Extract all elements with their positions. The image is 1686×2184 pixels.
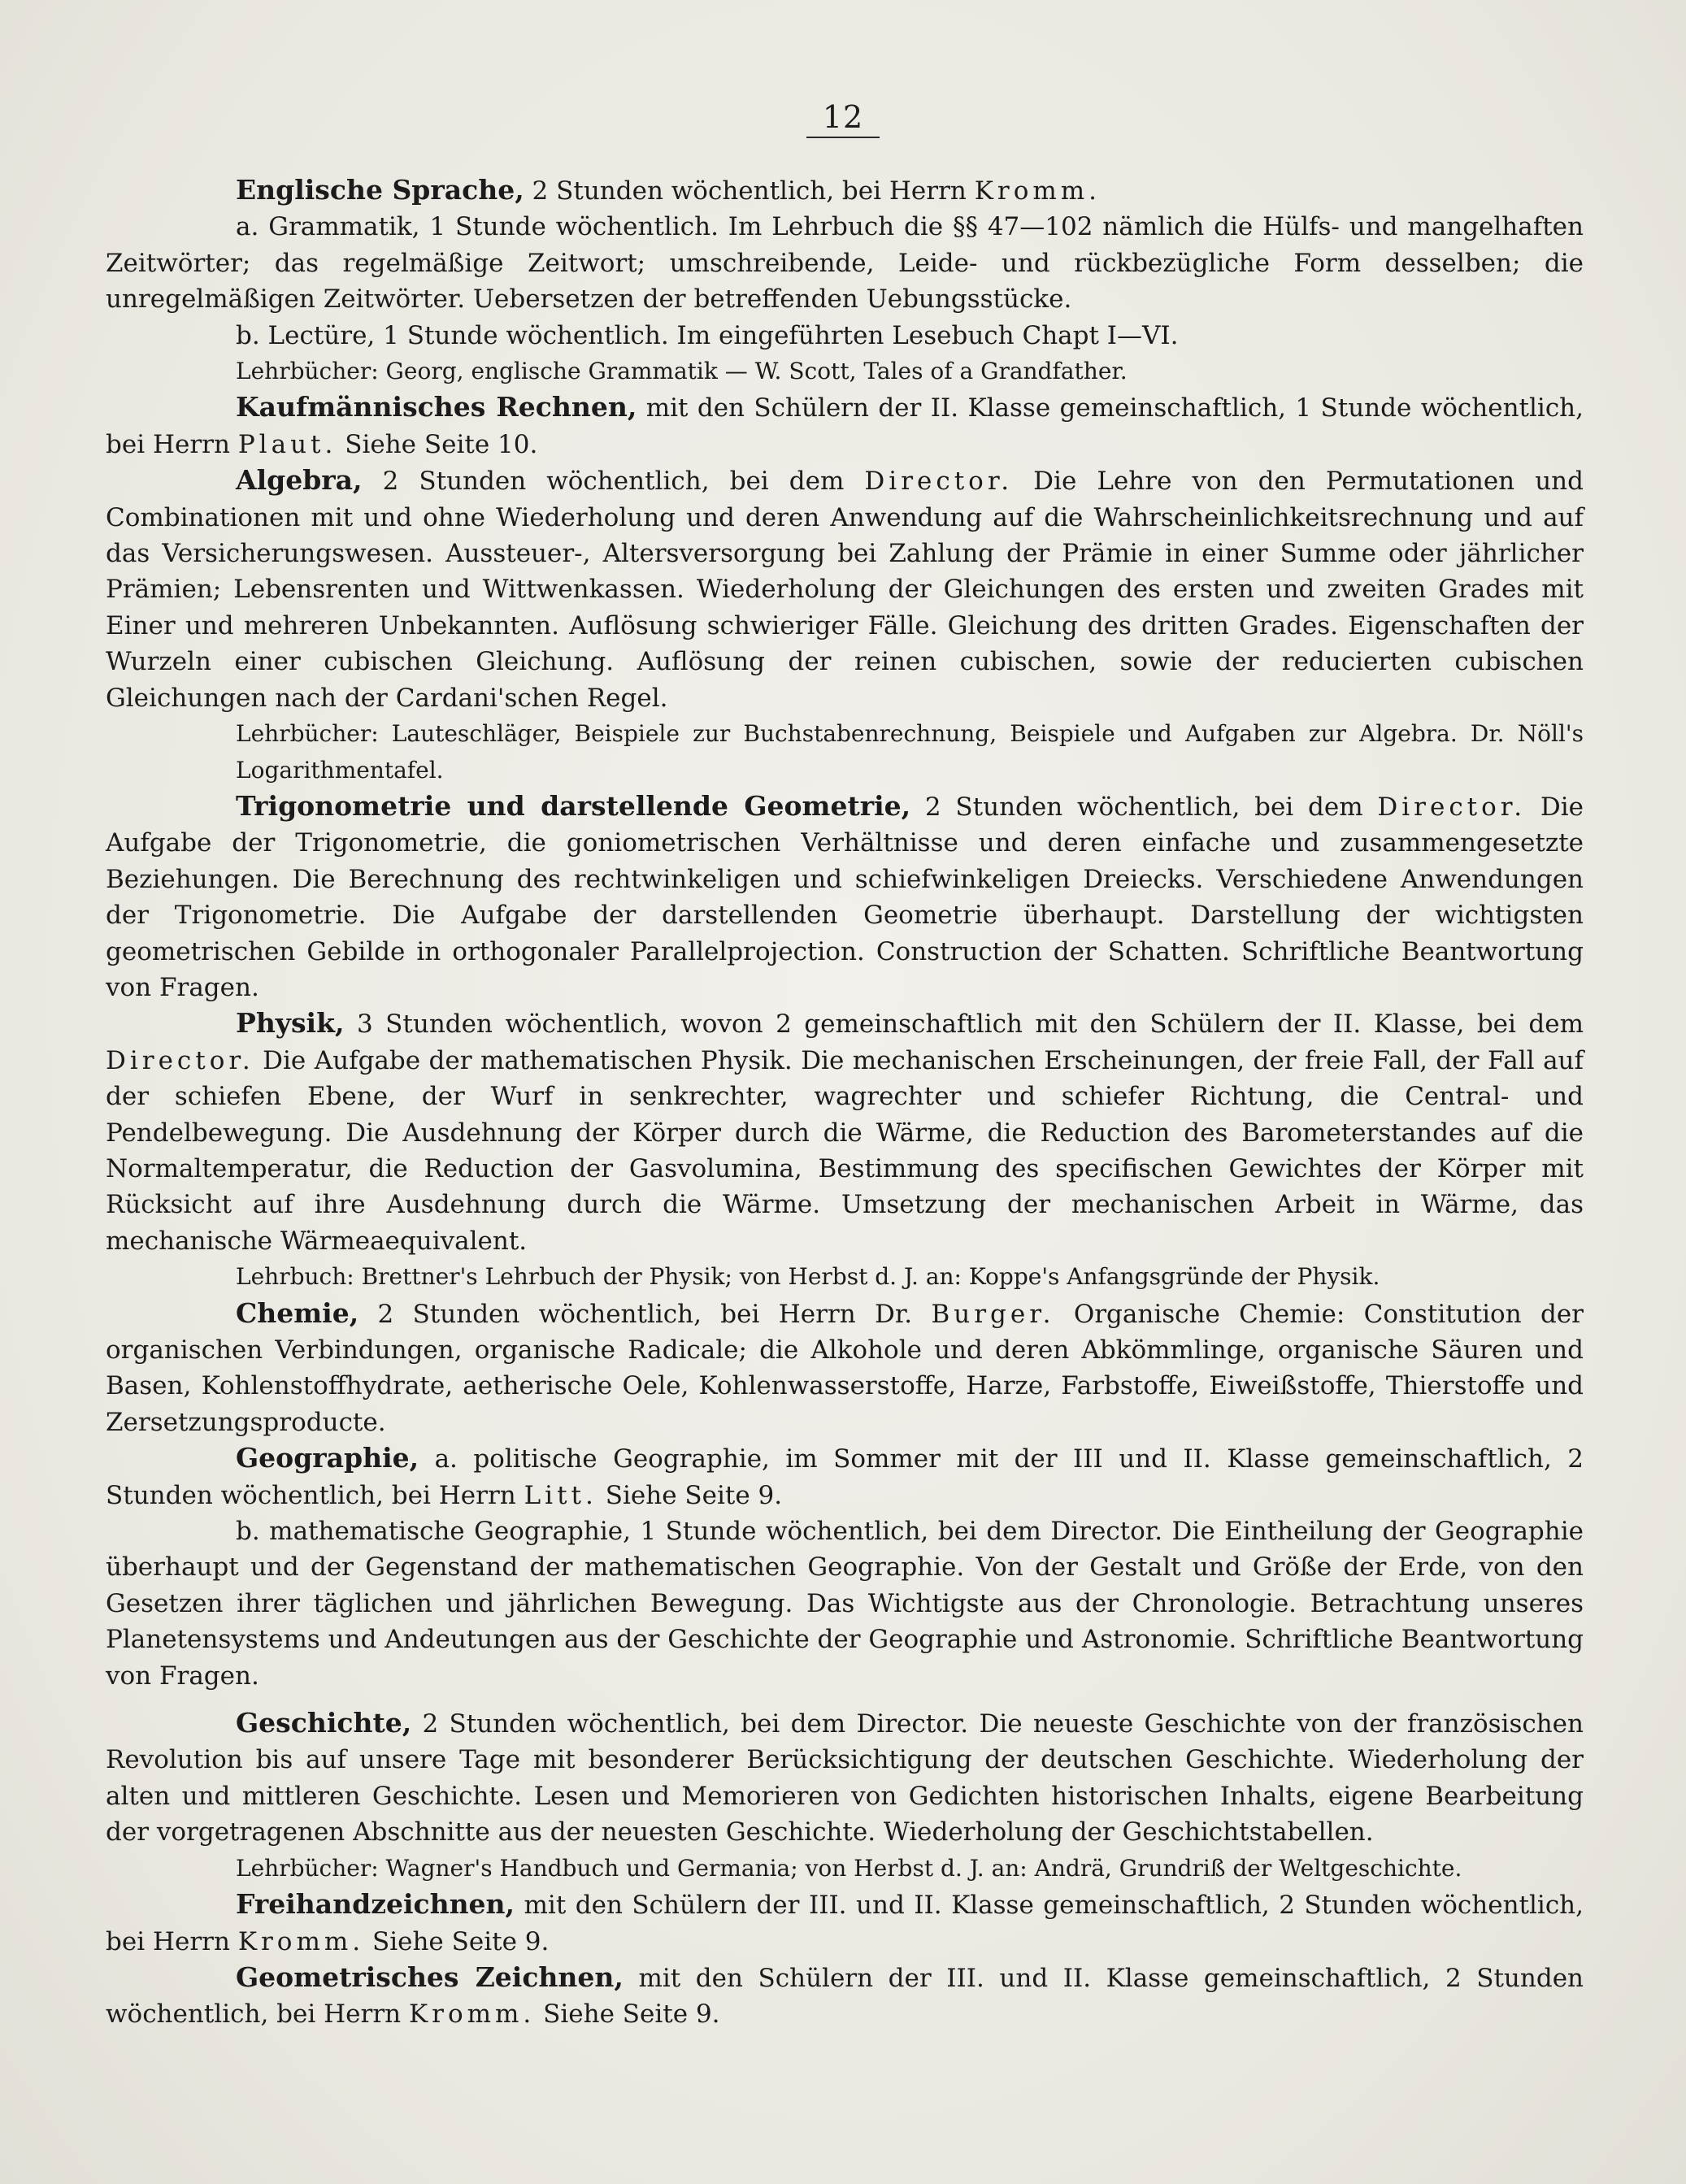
section-englische-sprache: Englische Sprache, 2 Stunden wöchentlich, bei Herrn Kromm. a. Grammatik, 1 Stunde wöchentlich. Im Lehrbuch die §§ 47—102 nämlich die Hülfs- und mangelhaften Zeitwörter; das regelmäßige Zeitwort; umschreibende, Leide- und rückbezügliche Form desselben; die unregelmäßigen Zeitwörter. Uebersetzen der betreffenden Uebungsstücke. b. Lectüre, 1 Stunde wöchentlich. Im eingeführten Lesebuch Chapt I—VI. Lehrbücher: Georg, englische Grammatik — W. Scott, Tales of a Grandfather. — [106, 172, 1584, 389]
textbooks-note: Lehrbücher: Lauteschläger, Beispiele zur Buchstabenrechnung, Beispiele und Aufgaben zur Algebra. Dr. Nöll's Logarithmentafel. — [236, 720, 1584, 784]
textbooks-note: Lehrbücher: Wagner's Handbuch und Germania; von Herbst d. J. an: Andrä, Grundriß der Weltgeschichte. — [236, 1854, 1462, 1882]
section-geographie: Geographie, a. politische Geographie, im Sommer mit der III und II. Klasse gemeinschaftlich, 2 Stunden wöchentlich, bei Herrn Litt. Siehe Seite 9. b. mathematische Geographie, 1 Stunde wöchentlich, bei dem Director. Die Eintheilung der Geographie überhaupt und der Gegenstand der mathematischen Geographie. Von der Gestalt und Größe der Erde, von den Gesetzen ihrer täglichen und jährlichen Bewegung. Das Wichtigste aus der Chronologie. Betrachtung unseres Planetensystems und Andeutungen aus der Geschichte der Geographie und Astronomie. Schriftliche Beantwortung von Fragen. — [106, 1440, 1584, 1694]
section-trigonometrie: Trigonometrie und darstellende Geometrie, 2 Stunden wöchentlich, bei dem Director. Die Aufgabe der Trigonometrie, die goniometrischen Verhältnisse und deren einfache und zusammengesetzte Beziehungen. Die Berechnung des rechtwinkeligen und schiefwinkeligen Dreiecks. Verschiedene Anwendungen der Trigonometrie. Die Aufgabe der darstellenden Geometrie überhaupt. Darstellung der wichtigsten geometrischen Gebilde in orthogonaler Parallelprojection. Construction der Schatten. Schriftliche Beantwortung von Fragen. — [106, 789, 1584, 1002]
teacher-name: Burger. — [931, 1299, 1055, 1329]
section-heading: Freihandzeichnen, — [236, 1888, 515, 1921]
teacher-name: Kromm. — [237, 1926, 365, 1956]
section-heading: Geographie, — [236, 1442, 419, 1474]
section-part: b. Lectüre, 1 Stunde wöchentlich. Im eingeführten Lesebuch Chapt I—VI. — [236, 320, 1179, 350]
teacher-name: Director. — [106, 1045, 254, 1075]
section-heading: Kaufmännisches Rechnen, — [236, 391, 637, 423]
teacher-name: Plaut. — [237, 429, 337, 459]
section-freihandzeichnen: Freihandzeichnen, mit den Schülern der III. und II. Klasse gemeinschaftlich, 2 Stunden wöchentlich, bei Herrn Kromm. Siehe Seite 9. — [106, 1888, 1584, 1956]
section-geschichte: Geschichte, 2 Stunden wöchentlich, bei dem Director. Die neueste Geschichte von der französischen Revolution bis auf unsere Tage mit besonderer Berücksichtigung der deutschen Geschichte. Wiederholung der alten und mittleren Geschichte. Lesen und Memorieren von Gedichten historischen Inhalts, eigene Bearbeitung der vorgetragenen Abschnitte aus der neuesten Geschichte. Wiederholung der Geschichtstabellen. Lehrbücher: Wagner's Handbuch und Germania; von Herbst d. J. an: Andrä, Grundriß der Weltgeschichte. — [106, 1705, 1584, 1887]
section-chemie: Chemie, 2 Stunden wöchentlich, bei Herrn Dr. Burger. Organische Chemie: Constitution der organischen Verbindungen, organische Radicale; die Alkohole und deren Abkömmlinge, organische Säuren und Basen, Kohlenstoffhydrate, aetherische Oele, Kohlenwasserstoffe, Harze, Farbstoffe, Eiweißstoffe, Thierstoffe und Zersetzungsproducte. — [106, 1296, 1584, 1437]
section-algebra: Algebra, 2 Stunden wöchentlich, bei dem Director. Die Lehre von den Permutationen und Combinationen mit und ohne Wiederholung und deren Anwendung auf die Wahrscheinlichkeitsrechnung und auf das Versicherungswesen. Aussteuer-, Altersversorgung bei Zahlung der Prämie in einer Summe oder jährlicher Prämien; Lebensrenten und Wittwenkassen. Wiederholung der Gleichungen des ersten und zweiten Grades mit Einer und mehreren Unbekannten. Auflösung schwieriger Fälle. Gleichung des dritten Grades. Eigenschaften der Wurzeln einer cubischen Gleichung. Auflösung der reinen cubischen, sowie der reducierten cubischen Gleichungen nach der Cardani'schen Regel. Lehrbücher: Lauteschläger, Beispiele zur Buchstabenrechnung, Beispiele und Aufgaben zur Algebra. Dr. Nöll's Logarithmentafel. — [106, 462, 1584, 788]
section-heading: Algebra, — [236, 464, 363, 497]
section-heading: Geschichte, — [236, 1707, 412, 1739]
section-part: b. mathematische Geographie, 1 Stunde wöchentlich, bei dem Director. Die Eintheilung der Geographie überhaupt und der Gegenstand der mathematischen Geographie. Von der Gestalt und Größe der Erde, von den Gesetzen ihrer täglichen und jährlichen Bewegung. Das Wichtigste aus der Chronologie. Betrachtung unseres Planetensystems und Andeutungen aus der Geschichte der Geographie und Astronomie. Schriftliche Beantwortung von Fragen. — [106, 1517, 1584, 1691]
teacher-name: Kromm. — [408, 1999, 536, 2030]
section-kaufmaennisches-rechnen: Kaufmännisches Rechnen, mit den Schülern der II. Klasse gemeinschaftlich, 1 Stunde wöchentlich, bei Herrn Plaut. Siehe Seite 10. — [106, 391, 1584, 459]
teacher-name: Kromm. — [974, 176, 1102, 206]
teacher-name: Litt. — [524, 1480, 597, 1510]
textbooks-note: Lehrbuch: Brettner's Lehrbuch der Physik; von Herbst d. J. an: Koppe's Anfangsgründe der Physik. — [236, 1263, 1380, 1291]
document-body — [106, 172, 1584, 2033]
section-physik: Physik, 3 Stunden wöchentlich, wovon 2 gemeinschaftlich mit den Schülern der II. Klasse, bei dem Director. Die Aufgabe der mathematischen Physik. Die mechanischen Erscheinungen, der freie Fall, der Fall auf der schiefen Ebene, der Wurf in senkrechter, wagrechter und schiefer Richtung, die Central- und Pendelbewegung. Die Ausdehnung der Körper durch die Wärme, die Reduction des Barometerstandes auf die Normaltemperatur, die Reduction der Gasvolumina, Bestimmung des specifischen Gewichtes der Körper mit Rücksicht auf ihre Ausdehnung durch die Wärme. Umsetzung der mechanischen Arbeit in Wärme, das mechanische Wärmeaequivalent. Lehrbuch: Brettner's Lehrbuch der Physik; von Herbst d. J. an: Koppe's Anfangsgründe der Physik. — [106, 1005, 1584, 1295]
section-geometrisches-zeichnen: Geometrisches Zeichnen, mit den Schülern der III. und II. Klasse gemeinschaftlich, 2 Stunden wöchentlich, bei Herrn Kromm. Siehe Seite 9. — [106, 1960, 1584, 2030]
teacher-name: Director. — [1377, 792, 1527, 822]
section-heading: Chemie, — [236, 1296, 359, 1329]
section-heading: Physik, — [236, 1007, 345, 1040]
textbooks-note: Lehrbücher: Georg, englische Grammatik — W. Scott, Tales of a Grandfather. — [236, 358, 1128, 385]
section-heading: Geometrisches Zeichnen, — [236, 1960, 624, 1993]
section-heading: Englische Sprache, — [236, 174, 524, 206]
section-part: a. Grammatik, 1 Stunde wöchentlich. Im Lehrbuch die §§ 47—102 nämlich die Hülfs- und mangelhaften Zeitwörter; das regelmäßige Zeitwort; umschreibende, Leide- und rückbezügliche Form desselben; die unregelmäßigen Zeitwörter. Uebersetzen der betreffenden Uebungsstücke. — [106, 212, 1584, 315]
section-heading: Trigonometrie und darstellende Geometrie, — [236, 789, 911, 822]
teacher-name: Director. — [864, 467, 1014, 497]
page-number: 12 — [0, 99, 1686, 138]
